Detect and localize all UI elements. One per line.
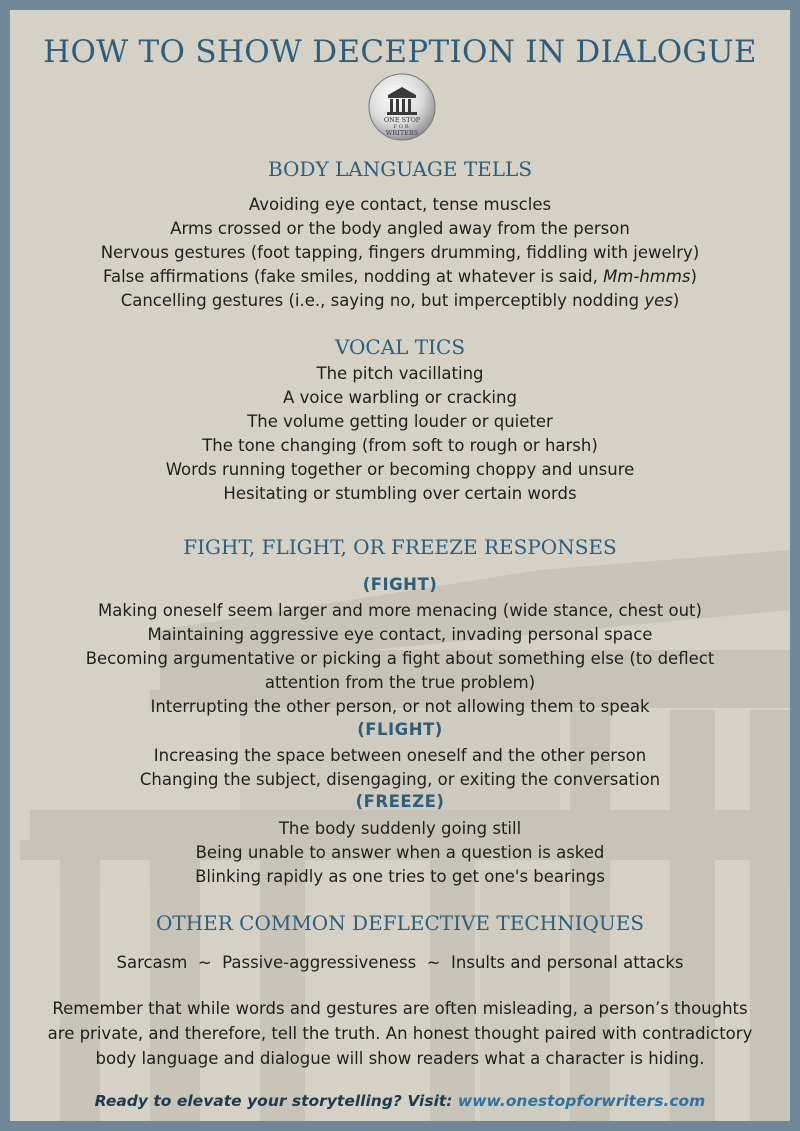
list-item: Maintaining aggressive eye contact, invading personal space bbox=[147, 625, 653, 644]
list-item: Interrupting the other person, or not allowing them to speak bbox=[150, 697, 650, 716]
subheading-fight: (FIGHT) bbox=[362, 575, 438, 594]
list-item: A voice warbling or cracking bbox=[283, 388, 517, 407]
list-item: Becoming argumentative or picking a fight about something else (to deflect bbox=[85, 649, 715, 668]
list-item: Being unable to answer when a question is asked bbox=[195, 843, 605, 862]
subheading-freeze: (FREEZE) bbox=[355, 792, 445, 811]
subheading-flight: (FLIGHT) bbox=[357, 720, 443, 739]
closing-paragraph-line: body language and dialogue will show readers what a character is hiding. bbox=[95, 1049, 705, 1068]
list-item: Cancelling gestures (i.e., saying no, but imperceptibly nodding yes) bbox=[120, 291, 680, 310]
logo-line-one: ONE STOP bbox=[383, 116, 421, 124]
list-item: Words running together or becoming choppy and unsure bbox=[165, 460, 635, 479]
call-to-action bbox=[10, 1092, 790, 1110]
website-link[interactable]: www.onestopforwriters.com bbox=[457, 1092, 706, 1110]
closing-paragraph-line: Remember that while words and gestures are often misleading, a person’s thoughts bbox=[52, 999, 748, 1018]
list-item: Avoiding eye contact, tense muscles bbox=[248, 195, 552, 214]
section-heading-responses: FIGHT, FLIGHT, OR FREEZE RESPONSES bbox=[183, 535, 617, 559]
list-item: attention from the true problem) bbox=[264, 673, 536, 692]
cta-text: Ready to elevate your storytelling? Visit: bbox=[94, 1092, 458, 1110]
list-item: Nervous gestures (foot tapping, fingers drumming, fiddling with jewelry) bbox=[100, 243, 700, 262]
list-item: Changing the subject, disengaging, or exiting the conversation bbox=[139, 770, 661, 789]
list-item: Arms crossed or the body angled away from the person bbox=[170, 219, 630, 238]
page-title: HOW TO SHOW DECEPTION IN DIALOGUE bbox=[43, 34, 757, 70]
logo-line-three: WRITERS bbox=[385, 129, 419, 137]
list-item: Increasing the space between oneself and the other person bbox=[153, 746, 647, 765]
section-heading-body-language: BODY LANGUAGE TELLS bbox=[267, 157, 533, 181]
list-item: The volume getting louder or quieter bbox=[247, 412, 553, 431]
list-item: Hesitating or stumbling over certain words bbox=[223, 484, 577, 503]
one-stop-logo[interactable] bbox=[368, 73, 436, 141]
deflective-techniques-line: Sarcasm ~ Passive-aggressiveness ~ Insults and personal attacks bbox=[116, 953, 684, 972]
infographic-page bbox=[10, 10, 790, 1121]
list-item: Blinking rapidly as one tries to get one's bearings bbox=[195, 867, 605, 886]
list-item: False affirmations (fake smiles, nodding at whatever is said, Mm-hmms) bbox=[103, 267, 697, 286]
logo-line-two: FOR bbox=[393, 124, 411, 130]
section-heading-vocal-tics: VOCAL TICS bbox=[334, 335, 466, 359]
list-item: The pitch vacillating bbox=[316, 364, 484, 383]
closing-paragraph-line: are private, and therefore, tell the truth. An honest thought paired with contradictory bbox=[47, 1024, 753, 1043]
list-item: Making oneself seem larger and more menacing (wide stance, chest out) bbox=[98, 601, 702, 620]
section-heading-deflective: OTHER COMMON DEFLECTIVE TECHNIQUES bbox=[155, 911, 645, 935]
list-item: The body suddenly going still bbox=[278, 819, 522, 838]
list-item: The tone changing (from soft to rough or harsh) bbox=[202, 436, 598, 455]
